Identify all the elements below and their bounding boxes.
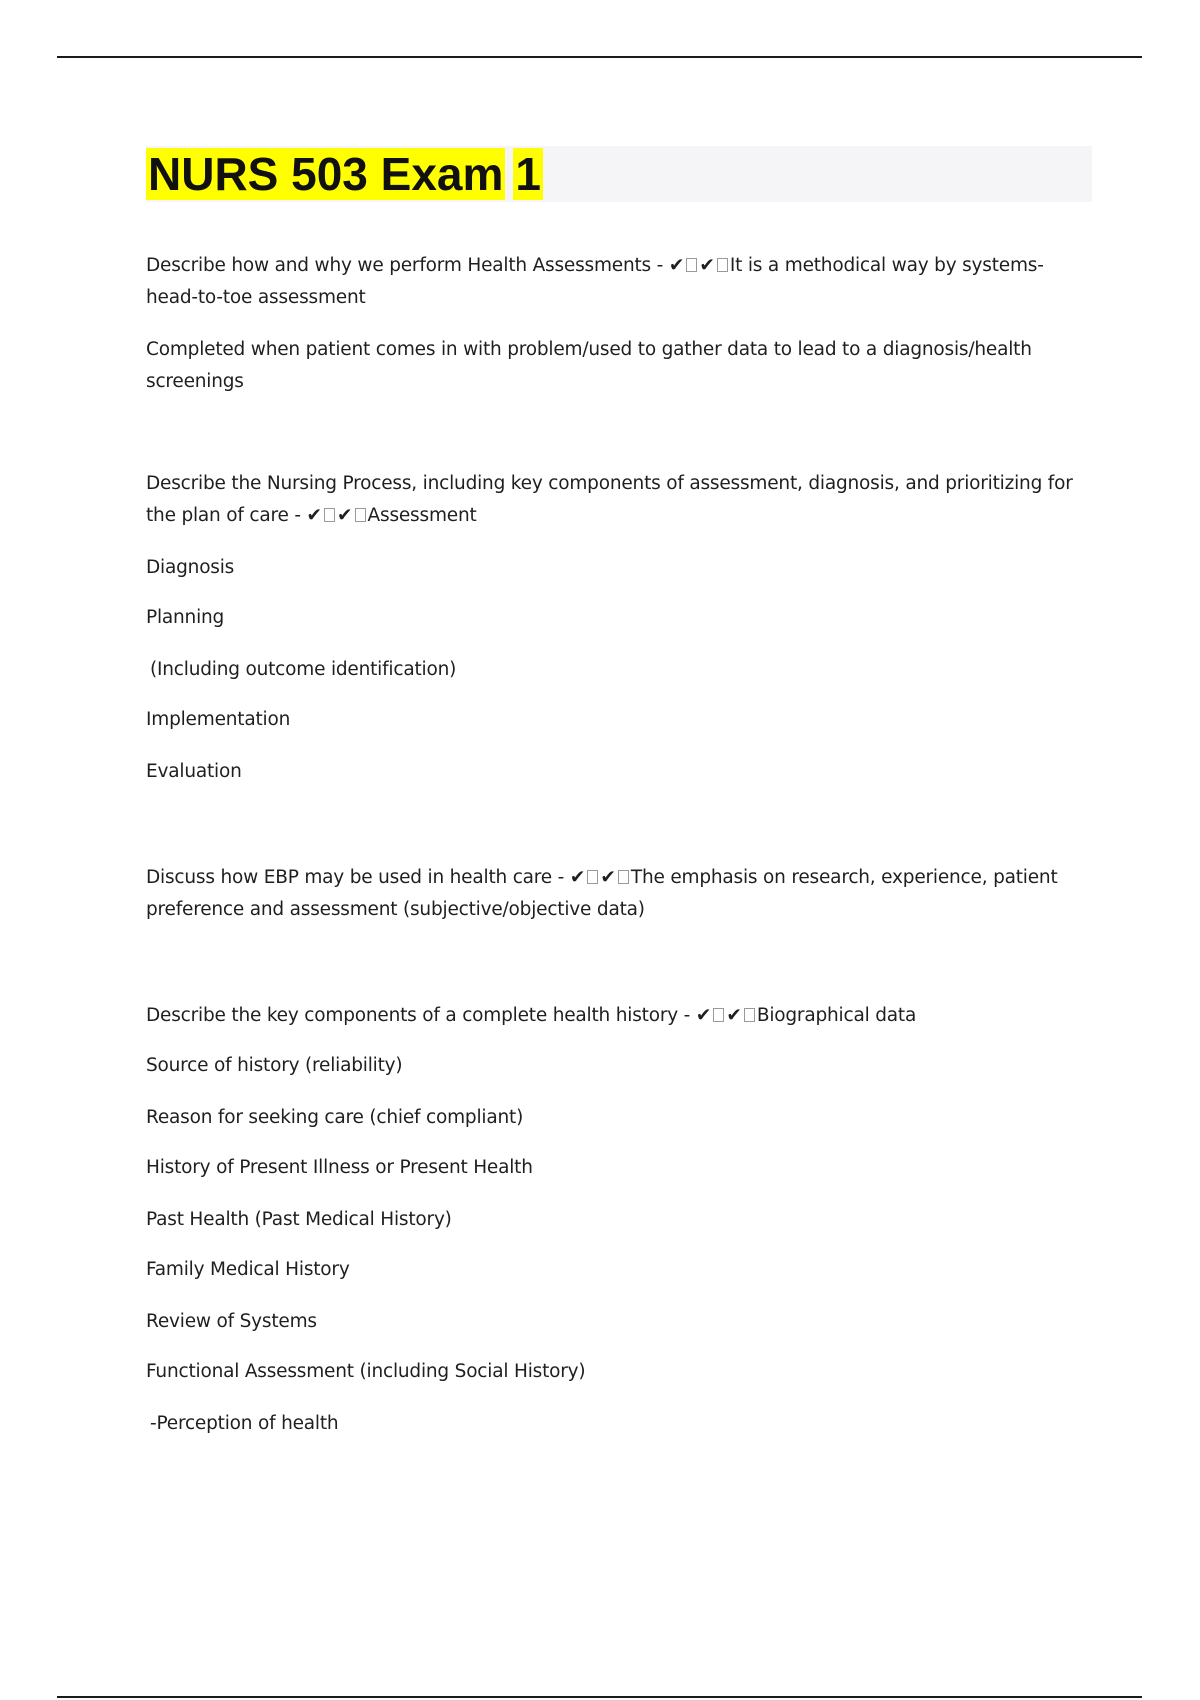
title-highlight-2: 1 [515,148,541,200]
question-line: Discuss how EBP may be used in health care - ✔ ✔ The emphasis on research, experience, patient preference and assessment (subjective/objective data) [146,867,1058,920]
question-line: Describe the key components of a complete health history - ✔ ✔ Biographical data [146,1005,917,1026]
answer-line: Completed when patient comes in with problem/used to gather data to lead to a diagnosis/health screenings [146,339,1032,392]
qa-health-history [146,1000,916,1440]
answer-line: Past Health (Past Medical History) [146,1209,452,1230]
placeholder-box-icon [587,870,598,884]
check-icon: ✔ [695,1005,712,1026]
check-icon: ✔ [699,255,715,276]
placeholder-box-icon [686,258,697,272]
check-icon: ✔ [726,1005,742,1026]
answer-line: Planning [146,607,225,628]
answer-text: Biographical data [756,1005,917,1026]
placeholder-box-icon [717,258,728,272]
answer-line: Source of history (reliability) [146,1055,403,1076]
qa-nursing-process [146,468,1076,788]
qa-ebp [146,862,1076,926]
question-line: Describe the Nursing Process, including key components of assessment, diagnosis, and prioritizing for the plan of care - ✔ ✔ Assessment [146,473,1073,526]
check-icon: ✔ [569,867,586,888]
answer-line: -Perception of health [150,1413,339,1434]
check-icon: ✔ [600,867,616,888]
qa-health-assessments [146,250,1076,398]
check-icon: ✔ [668,255,685,276]
answer-line: Diagnosis [146,557,235,578]
top-rule [57,56,1142,58]
answer-line: History of Present Illness or Present Health [146,1157,533,1178]
placeholder-box-icon [355,508,366,522]
answer-text: It is a methodical way by systems-head-to-toe assessment [146,255,1044,308]
answer-line: Reason for seeking care (chief compliant) [146,1107,524,1128]
answer-line: Functional Assessment (including Social History) [146,1361,586,1382]
answer-line: Family Medical History [146,1259,350,1280]
placeholder-box-icon [744,1008,755,1022]
placeholder-box-icon [324,508,335,522]
answer-text: Assessment [367,505,477,526]
answer-line: Implementation [146,709,291,730]
question-line: Describe how and why we perform Health Assessments - ✔ ✔ It is a methodical way by systems-head-to-toe assessment [146,255,1044,308]
answer-line: Review of Systems [146,1311,317,1332]
placeholder-box-icon [713,1008,724,1022]
answer-text: The emphasis on research, experience, patient preference and assessment (subjective/objective data) [146,867,1058,920]
bottom-rule [57,1696,1142,1698]
check-icon: ✔ [306,505,323,526]
answer-line: Evaluation [146,761,242,782]
title-highlight-1: NURS 503 Exam [148,148,504,200]
check-icon: ✔ [337,505,353,526]
placeholder-box-icon [618,870,629,884]
answer-line: (Including outcome identification) [150,659,457,680]
document-title [146,146,543,202]
